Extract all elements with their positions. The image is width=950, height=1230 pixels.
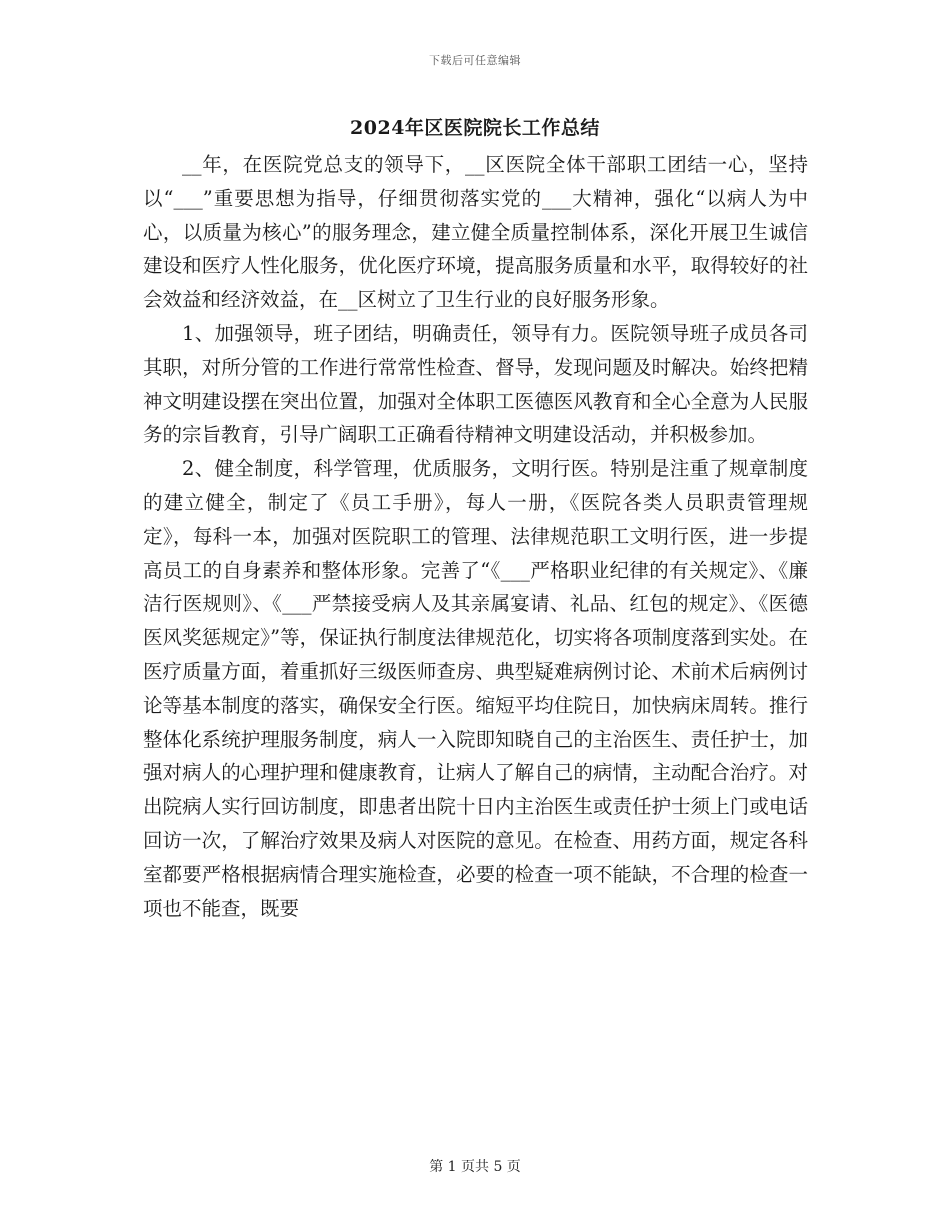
paragraph-system: 2、健全制度，科学管理，优质服务，文明行医。特别是注重了规章制度的建立健全，制定了《员工手册》，每人一册，《医院各类人员职责管理规定》，每科一本，加强对医院职工的管理、法律规范职工文明行医，进一步提高员工的自身素养和整体形象。完善了“《___严格职业纪律的有关规定》、《廉洁行医规则》、《___严禁接受病人及其亲属宴请、礼品、红包的规定》、《医德医风奖惩规定》”等，保证执行制度法律规范化，切实将各项制度落到实处。在医疗质量方面，着重抓好三级医师查房、典型疑难病例讨论、术前术后病例讨论等基本制度的落实，确保安全行医。缩短平均住院日，加快病床周转。推行整体化系统护理服务制度，病人一入院即知晓自己的主治医生、责任护士，加强对病人的心理护理和健康教育，让病人了解自己的病情，主动配合治疗。对出院病人实行回访制度，即患者出院十日内主治医生或责任护士须上门或电话回访一次，了解治疗效果及病人对医院的意见。在检查、用药方面，规定各科室都要严格根据病情合理实施检查，必要的检查一项不能缺，不合理的检查一项也不能查，既要 — [143, 457, 808, 920]
paragraph-intro: __年，在医院党总支的领导下，__区医院全体干部职工团结一心，坚持以“___”重要思想为指导，仔细贯彻落实党的___大精神，强化“以病人为中心，以质量为核心”的服务理念，建立健全质量控制体系，深化开展卫生诚信建设和医疗人性化服务，优化医疗环境，提高服务质量和水平，取得较好的社会效益和经济效益，在__区树立了卫生行业的良好服务形象。 — [143, 153, 808, 312]
document-body — [143, 148, 808, 925]
header-note: 下载后可任意编辑 — [429, 54, 521, 67]
page-footer: 第 1 页共 5 页 — [429, 1159, 521, 1175]
document-title: 2024年区医院院长工作总结 — [350, 117, 600, 139]
paragraph-leadership: 1、加强领导，班子团结，明确责任，领导有力。医院领导班子成员各司其职，对所分管的工作进行常常性检查、督导，发现问题及时解决。始终把精神文明建设摆在突出位置，加强对全体职工医德医风教育和全心全意为人民服务的宗旨教育，引导广阔职工正确看待精神文明建设活动，并积极参加。 — [143, 321, 808, 447]
